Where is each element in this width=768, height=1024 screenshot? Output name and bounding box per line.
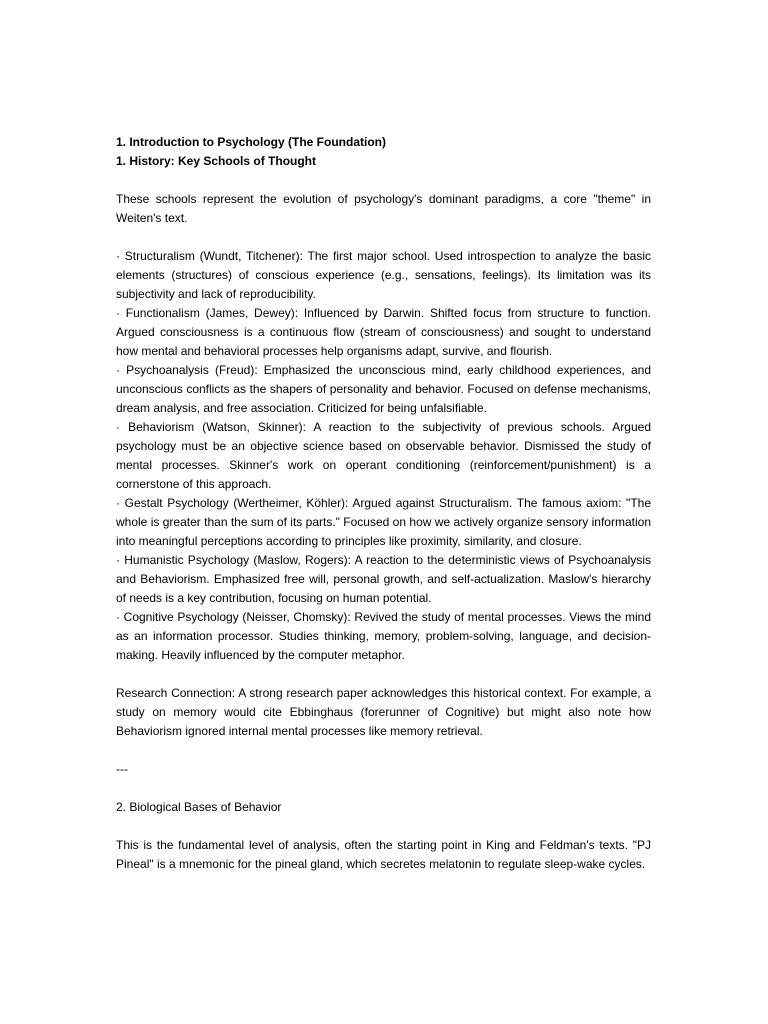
school-functionalism: · Functionalism (James, Dewey): Influenced by Darwin. Shifted focus from structure to function. Argued consciousness is a continuous flow (stream of consciousness) and sought to understand how mental and behavioral processes help organisms adapt, survive, and flourish. — [116, 306, 651, 358]
section2-intro-paragraph: This is the fundamental level of analysis, often the starting point in King and Feldman's texts. "PJ Pineal" is a mnemonic for the pineal gland, which secretes melatonin to regulate sleep-wake cycles. — [116, 838, 651, 871]
spacer — [116, 665, 651, 684]
heading-history: 1. History: Key Schools of Thought — [116, 154, 317, 168]
school-cognitive: · Cognitive Psychology (Neisser, Chomsky): Revived the study of mental processes. Views the mind as an information processor. Studies thinking, memory, problem-solving, language, and decision-making. Heavily influenced by the computer metaphor. — [116, 610, 651, 662]
school-behaviorism: · Behaviorism (Watson, Skinner): A reaction to the subjectivity of previous schools. Argued psychology must be an objective science based on observable behavior. Dismissed the study of mental processes. Skinner's work on operant conditioning (reinforcement/punishment) is a cornerstone of this approach. — [116, 420, 651, 491]
heading-introduction: 1. Introduction to Psychology (The Foundation) — [116, 135, 386, 149]
school-humanistic: · Humanistic Psychology (Maslow, Rogers): A reaction to the deterministic views of Psychoanalysis and Behaviorism. Emphasized free will, personal growth, and self-actualization. Maslow's hierarchy of needs is a key contribution, focusing on human potential. — [116, 553, 651, 605]
spacer — [116, 171, 651, 190]
spacer — [116, 817, 651, 836]
research-connection-paragraph: Research Connection: A strong research paper acknowledges this historical context. For example, a study on memory would cite Ebbinghaus (forerunner of Cognitive) but might also note how Behaviorism ignored internal mental processes like memory retrieval. — [116, 686, 651, 738]
intro-paragraph: These schools represent the evolution of psychology's dominant paradigms, a core "theme" in Weiten's text. — [116, 192, 651, 225]
section-separator: --- — [116, 762, 128, 776]
spacer — [116, 741, 651, 760]
spacer — [116, 779, 651, 798]
school-gestalt: · Gestalt Psychology (Wertheimer, Köhler): Argued against Structuralism. The famous axiom: "The whole is greater than the sum of its parts." Focused on how we actively organize sensory information into meaningful perceptions according to principles like proximity, similarity, and closure. — [116, 496, 651, 548]
school-psychoanalysis: · Psychoanalysis (Freud): Emphasized the unconscious mind, early childhood experiences, and unconscious conflicts as the shapers of personality and behavior. Focused on defense mechanisms, dream analysis, and free association. Criticized for being unfalsifiable. — [116, 363, 651, 415]
document-page — [116, 133, 651, 874]
school-structuralism: · Structuralism (Wundt, Titchener): The first major school. Used introspection to analyze the basic elements (structures) of conscious experience (e.g., sensations, feelings). Its limitation was its subjectivity and lack of reproducibility. — [116, 249, 651, 301]
section2-title: 2. Biological Bases of Behavior — [116, 800, 282, 814]
spacer — [116, 228, 651, 247]
